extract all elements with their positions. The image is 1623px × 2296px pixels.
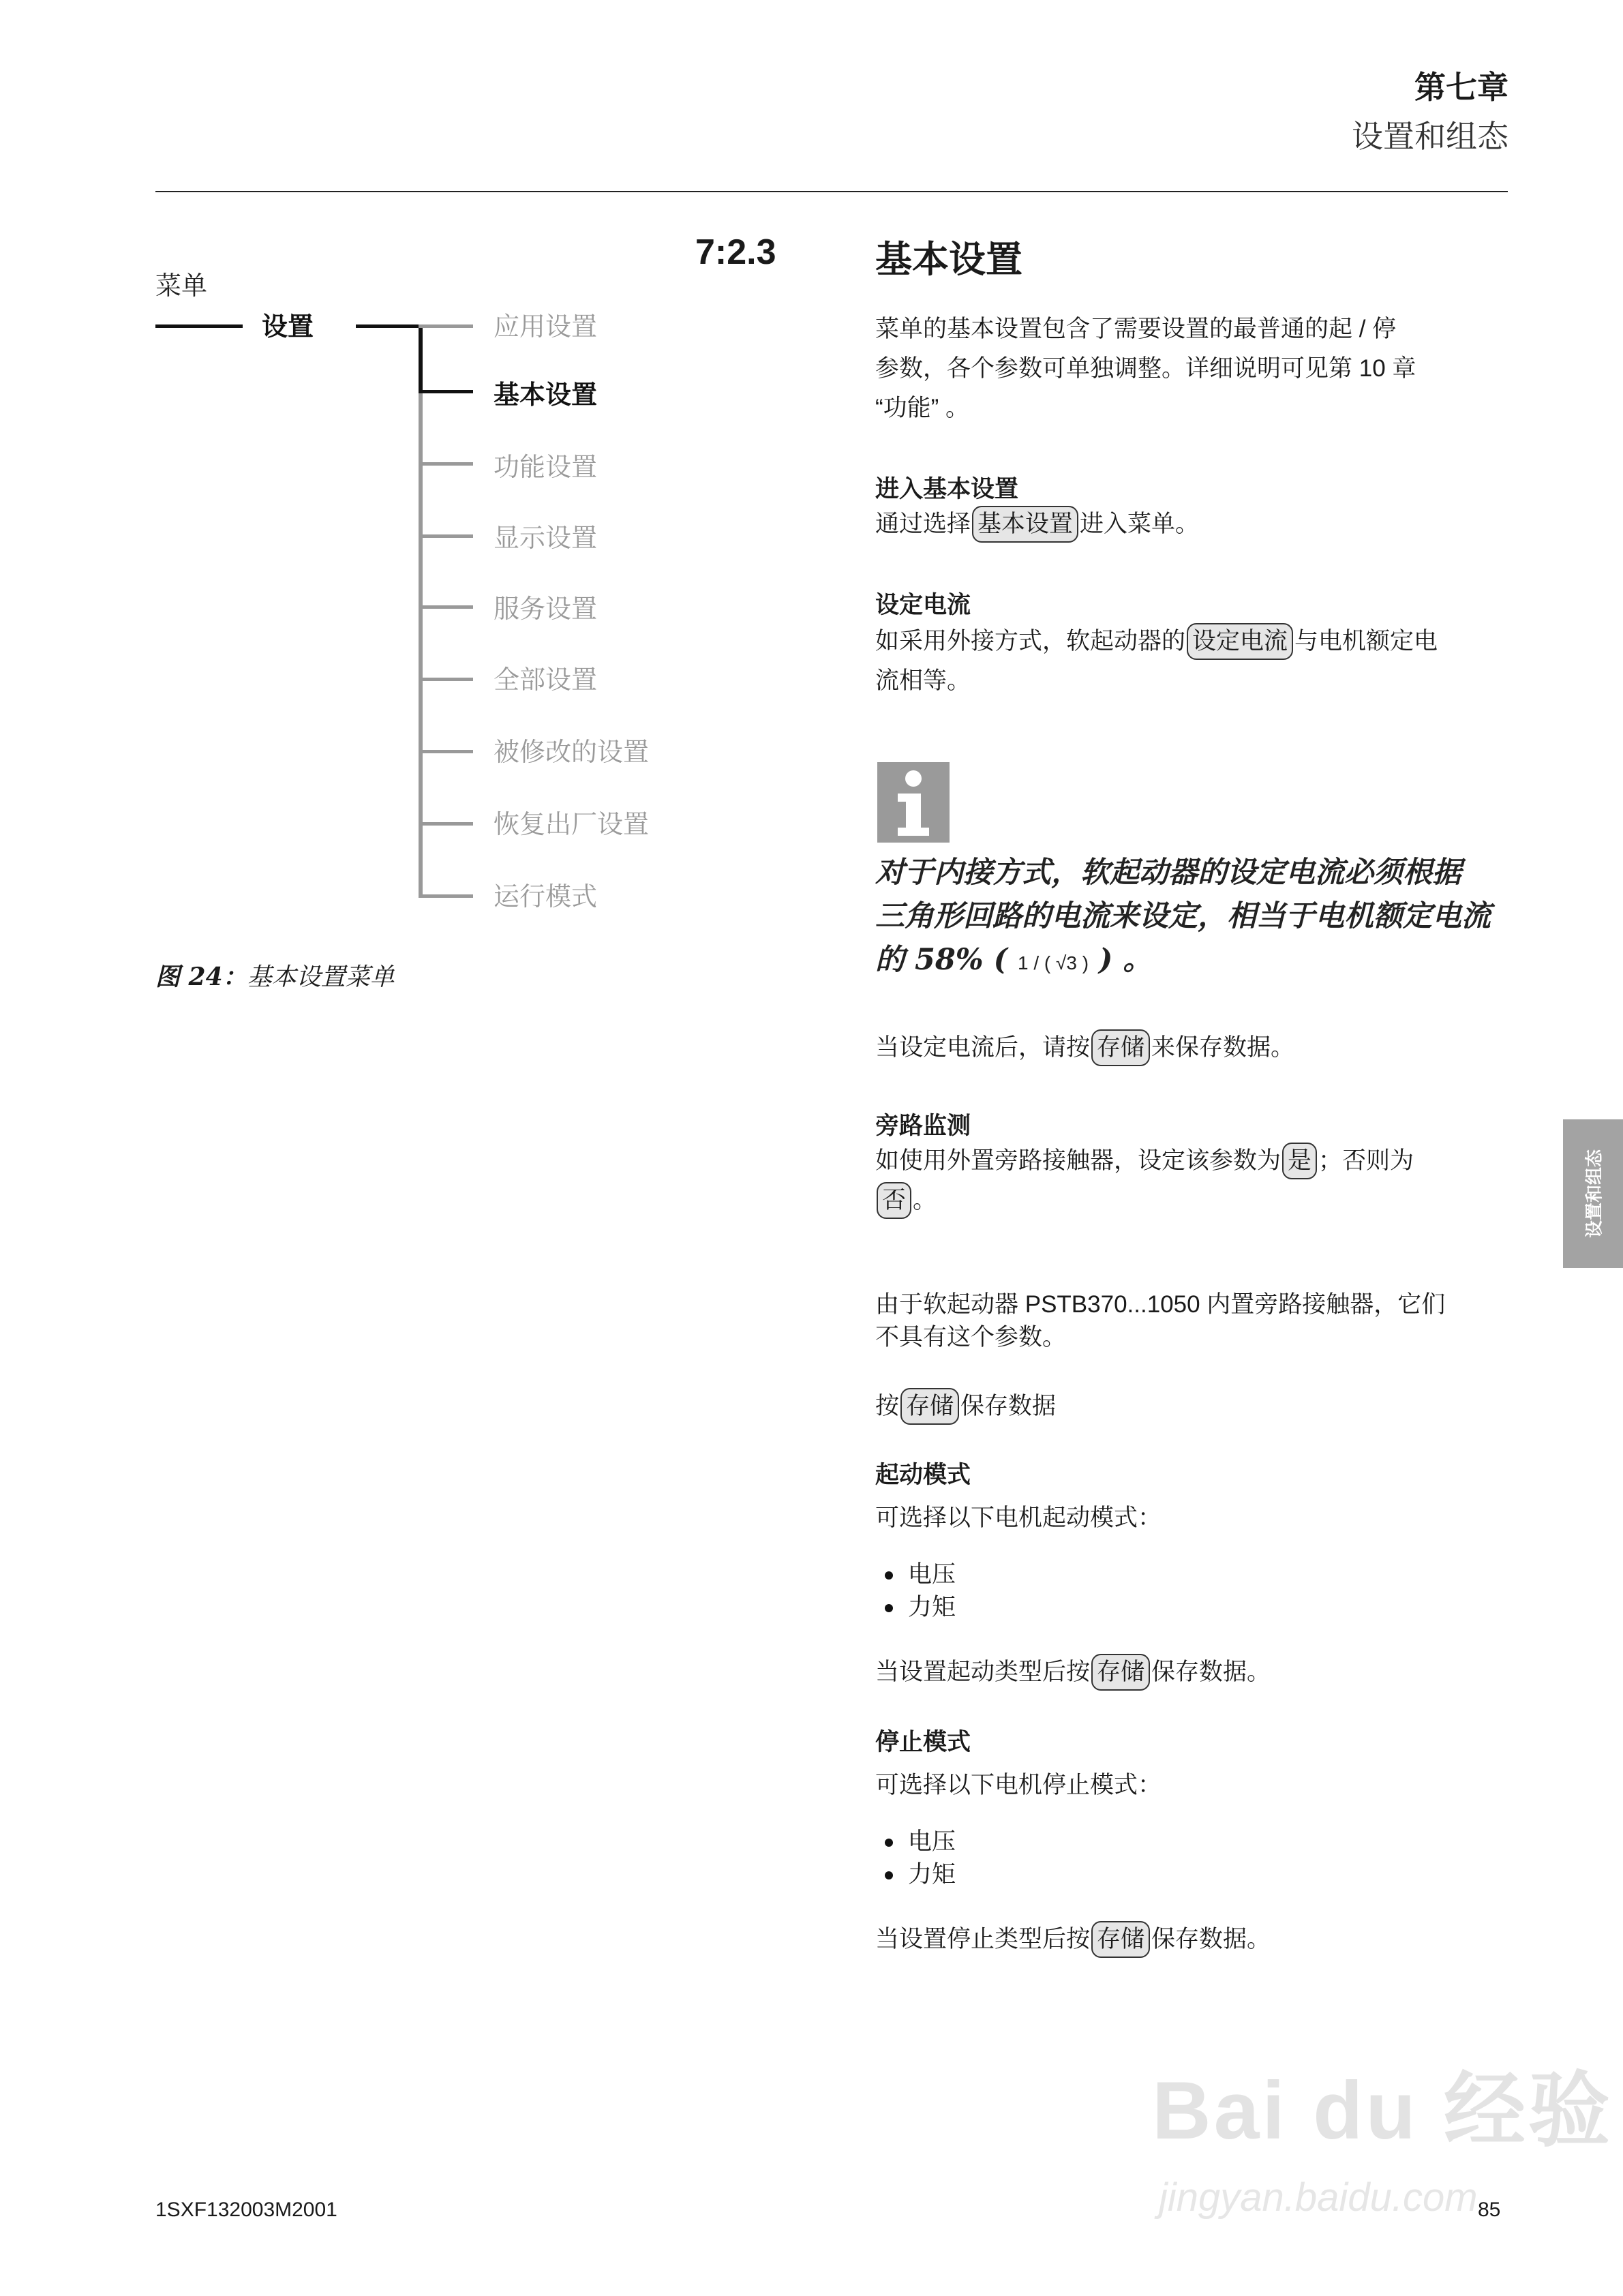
tree-item-display-settings: 显示设置 bbox=[494, 523, 598, 553]
no-key: 否 bbox=[877, 1182, 911, 1219]
save-key: 存储 bbox=[900, 1388, 959, 1425]
tree-item-modified-settings: 被修改的设置 bbox=[494, 737, 650, 767]
tree-connector bbox=[419, 822, 473, 826]
tree-item-app-settings: 应用设置 bbox=[494, 312, 598, 342]
stop-mode-intro: 可选择以下电机停止模式： bbox=[875, 1772, 1162, 1798]
start-mode-intro: 可选择以下电机起动模式： bbox=[875, 1505, 1162, 1531]
tree-connector bbox=[419, 894, 473, 898]
figure-caption-text: 基本设置菜单 bbox=[247, 963, 395, 991]
header-divider bbox=[155, 191, 1508, 192]
tree-connector bbox=[419, 324, 473, 328]
tree-trunk-line bbox=[419, 324, 423, 897]
chapter-subtitle: 设置和组态 bbox=[1352, 119, 1508, 154]
tree-connector bbox=[419, 534, 473, 538]
save-current-paragraph: 当设定电流后，请按 存储 来保存数据。 bbox=[875, 1028, 1516, 1068]
info-note: 对于内接方式，软起动器的设定电流必须根据 三角形回路的电流来设定，相当于电机额定电流 的 58% ( 1 / ( √3 ) ) 。 bbox=[875, 856, 1491, 977]
current-paragraph: 如采用外接方式，软起动器的 设定电流 与电机额定电 流相等。 bbox=[875, 622, 1516, 701]
list-item: 力矩 bbox=[875, 1858, 1516, 1891]
figure-label: 图 24： bbox=[155, 963, 247, 991]
start-mode-save: 当设置起动类型后按 存储 保存数据。 bbox=[875, 1652, 1516, 1692]
stop-mode-heading: 停止模式 bbox=[875, 1729, 971, 1755]
yes-key: 是 bbox=[1282, 1143, 1317, 1179]
page-number: 85 bbox=[1478, 2199, 1501, 2221]
tree-item-factory-reset: 恢复出厂设置 bbox=[494, 809, 650, 839]
bypass-paragraph: 如使用外置旁路接触器，设定该参数为 是 ；否则为 否 。 bbox=[875, 1141, 1516, 1220]
sqrt3-formula: 1 / ( √3 ) bbox=[1017, 952, 1089, 973]
info-icon bbox=[877, 762, 950, 843]
tree-trunk-active bbox=[419, 324, 423, 393]
tree-item-all-settings: 全部设置 bbox=[494, 665, 598, 695]
chapter-number: 第七章 bbox=[1414, 70, 1508, 105]
bypass-heading: 旁路监测 bbox=[875, 1113, 971, 1139]
stop-mode-save: 当设置停止类型后按 存储 保存数据。 bbox=[875, 1920, 1516, 1959]
save-key: 存储 bbox=[1091, 1654, 1150, 1691]
section-number: 7:2.3 bbox=[695, 232, 776, 272]
section-title: 基本设置 bbox=[875, 239, 1022, 280]
set-current-key: 设定电流 bbox=[1187, 623, 1293, 660]
figure-caption bbox=[155, 958, 395, 993]
start-mode-options bbox=[875, 1558, 1516, 1624]
intro-paragraph: 菜单的基本设置包含了需要设置的最普通的起 / 停 参数，各个参数可单独调整。详细说明可见第 10 章 “功能” 。 bbox=[875, 316, 1416, 421]
save-key: 存储 bbox=[1091, 1921, 1150, 1958]
tree-item-basic-settings: 基本设置 bbox=[494, 379, 598, 410]
tree-item-run-mode: 运行模式 bbox=[494, 881, 598, 911]
watermark-url: jingyan.baidu.com bbox=[1159, 2175, 1478, 2220]
tree-connector bbox=[419, 678, 473, 681]
menu-label: 菜单 bbox=[155, 272, 208, 301]
save-key: 存储 bbox=[1091, 1029, 1150, 1066]
tree-item-service-settings: 服务设置 bbox=[494, 594, 598, 624]
tree-connector bbox=[419, 605, 473, 609]
enter-heading: 进入基本设置 bbox=[875, 476, 1019, 502]
tree-branch-top bbox=[356, 324, 421, 328]
stop-mode-options bbox=[875, 1826, 1516, 1891]
tree-item-function-settings: 功能设置 bbox=[494, 452, 598, 482]
tree-connector bbox=[419, 462, 473, 466]
basic-settings-key: 基本设置 bbox=[972, 506, 1078, 543]
tree-connector-active bbox=[419, 390, 473, 393]
list-item: 力矩 bbox=[875, 1591, 1516, 1624]
list-item: 电压 bbox=[875, 1826, 1516, 1858]
enter-paragraph: 通过选择 基本设置 进入菜单。 bbox=[875, 504, 1516, 544]
tree-connector bbox=[419, 750, 473, 753]
info-glyph bbox=[877, 762, 950, 843]
document-code: 1SXF132003M2001 bbox=[155, 2199, 337, 2221]
side-chapter-tab: 设置和组态 bbox=[1563, 1119, 1623, 1268]
tree-root-line bbox=[155, 324, 243, 328]
start-mode-heading: 起动模式 bbox=[875, 1462, 971, 1488]
save-plain-paragraph: 按 存储 保存数据 bbox=[875, 1387, 1516, 1426]
watermark-logo: Bai du 经验 bbox=[1152, 2065, 1613, 2156]
list-item: 电压 bbox=[875, 1558, 1516, 1591]
tree-root-settings: 设置 bbox=[262, 311, 314, 342]
current-heading: 设定电流 bbox=[875, 592, 971, 618]
pstb-note: 由于软起动器 PSTB370...1050 内置旁路接触器，它们 不具有这个参数。 bbox=[875, 1291, 1446, 1350]
